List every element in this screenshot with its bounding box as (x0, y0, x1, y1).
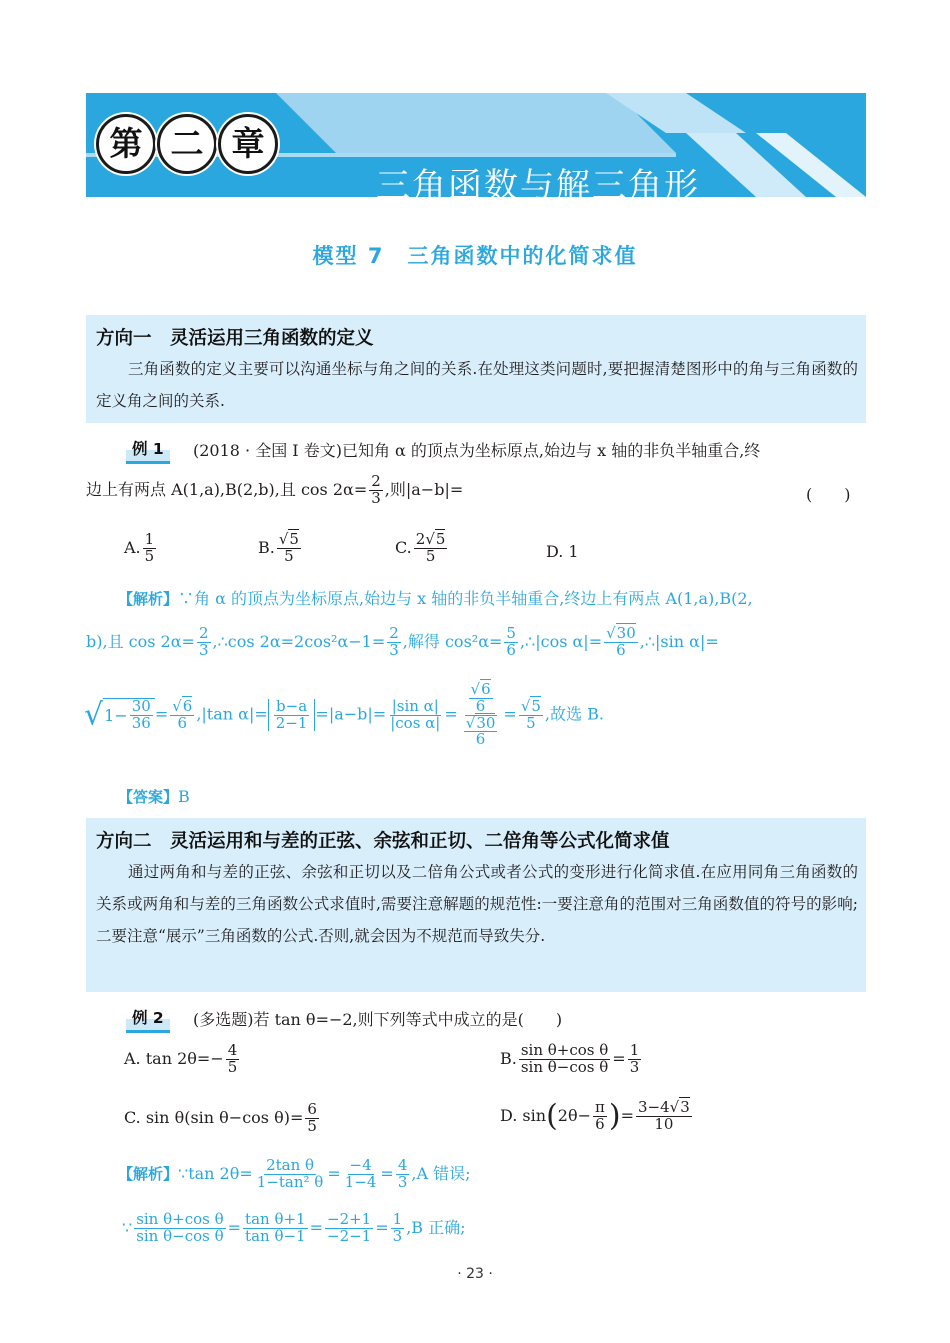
option-b-label: B. (258, 537, 275, 557)
fraction: $\frac{2}{3}$ (389, 624, 399, 659)
option-c (395, 532, 449, 565)
solution-1-text-2b: ,∴cos 2α=2cos²α−1= (212, 631, 386, 651)
answer-tag: 【答案】 (118, 788, 179, 806)
option-2c (124, 1102, 321, 1135)
fraction: $\frac{-2+1}{-2-1}$ (327, 1210, 372, 1245)
solution-1-line-2 (86, 626, 719, 659)
example-1-paren: ( ) (806, 485, 851, 504)
example-1-line-2b: ,则|a−b|= (384, 479, 464, 499)
fraction: $\frac{4}{5}$ (227, 1041, 238, 1076)
solution-tag: 【解析】 (118, 590, 179, 608)
option-2d: D. sin(2θ− $\frac{\pi}{6}$ )= $\frac{3-4√ 3}{10}$ (500, 1100, 694, 1133)
option-b (258, 532, 303, 565)
chapter-char-1: 第 (96, 114, 156, 174)
fraction: √ $\frac{6}{6}$ √ $\frac{30}{6}$ (460, 682, 502, 748)
fraction: √ $\frac{5}{5}$ (519, 699, 543, 732)
answer-1-value: B (178, 787, 190, 806)
option-a (124, 532, 158, 565)
fraction: $\frac{2√ 5}{5}$ (414, 532, 448, 565)
direction-1-heading: 方向一 灵活运用三角函数的定义 (96, 328, 374, 349)
fraction: $\frac{\text{|sin α|}}{\text{|cos α|}}$ (390, 696, 441, 732)
solution-2-text-2a: ∵ (122, 1217, 133, 1237)
direction-1-text: 三角函数的定义主要可以沟通坐标与角之间的关系.在处理这类问题时,要把握清楚图形中的角与三角函数的定义角之间的关系. (96, 360, 858, 410)
fraction: $\frac{4}{3}$ (397, 1156, 408, 1191)
fraction: $\frac{2}{3}$ (371, 472, 381, 507)
example-1-line-2a: 边上有两点 A(1,a),B(2,b),且 cos 2α= (86, 479, 368, 499)
solution-1-text-3b: =|a−b|= (315, 704, 387, 724)
option-2d-text: D. sin (500, 1105, 547, 1125)
solution-2-text-1b: ,A 错误; (411, 1163, 471, 1183)
option-d: D. 1 (546, 542, 579, 561)
option-2b: B. $\frac{\text{sin θ+cos θ}}{\text{sin θ−cos θ}}$ = $\frac{1}{3}$ (500, 1041, 640, 1076)
solution-2-tag: 【解析】 (118, 1164, 179, 1183)
option-2a-text: A. tan 2θ=− (124, 1048, 224, 1068)
solution-2-line-1: 【解析】∵tan 2θ= $\frac{\text{2tan θ}}{\text{1−tan² θ}}$ = $\frac{-4}{1-4}$ = $\frac{4}{3}$ ,A 错误; (118, 1156, 471, 1191)
answer-1 (118, 786, 190, 807)
fraction: $\frac{3-4√ 3}{10}$ (636, 1100, 692, 1133)
solution-1-line-1 (118, 586, 753, 609)
fraction: $\frac{1}{3}$ (392, 1210, 403, 1245)
solution-2-text-2b: ,B 正确; (406, 1217, 466, 1237)
fraction: √ $\frac{30}{6}$ (604, 626, 638, 659)
example-1-tag: 例 1 (126, 437, 170, 464)
example-1-line-2 (86, 474, 463, 507)
fraction: $\frac{1}{3}$ (629, 1041, 640, 1076)
solution-1-text-3c: ,故选 B. (544, 704, 604, 724)
page-number: · 23 · (457, 1266, 493, 1282)
solution-1-text-3a: ,|tan α|= (196, 704, 268, 724)
solution-1-text-1: ∵角 α 的顶点为坐标原点,始边与 x 轴的非负半轴重合,终边上有两点 A(1,a),B(2, (178, 589, 753, 608)
option-2b-text: B. (500, 1048, 517, 1068)
direction-2-heading: 方向二 灵活运用和与差的正弦、余弦和正切、二倍角等公式化简求值 (96, 831, 670, 852)
model-title: 模型 7 三角函数中的化简求值 (312, 244, 638, 268)
option-c-label: C. (395, 537, 412, 557)
solution-1-text-2e: ,∴|sin α|= (639, 631, 719, 651)
fraction: $\frac{5}{6}$ (506, 624, 516, 659)
example-2-question: (多选题)若 tan θ=−2,则下列等式中成立的是( ) (193, 1010, 563, 1029)
fraction: √ $\frac{5}{5}$ (277, 532, 301, 565)
fraction: $\frac{\text{tan θ+1}}{\text{tan θ−1}}$ (245, 1210, 306, 1245)
solution-1-line-3: √1− $\frac{30}{36}$ = √ $\frac{6}{6}$ ,|tan α|= $\frac{b-a}{2-1}$ =|a−b|= $\frac{\text{|sin α|}}{\text{|cos α|}}$ = √ $\frac{6}{6}$ √ $\frac{30}{6}$ = √ $\frac{5}{5}$ ,故选 B. (84, 682, 604, 748)
chapter-char-2: 二 (157, 114, 217, 174)
option-a-label: A. (124, 537, 141, 557)
chapter-title: 三角函数与解三角形 (376, 166, 700, 206)
fraction: √ $\frac{6}{6}$ (170, 699, 194, 732)
chapter-char-3: 章 (218, 114, 278, 174)
fraction: $\frac{\pi}{6}$ (595, 1098, 605, 1133)
fraction: $\frac{-4}{1-4}$ (344, 1156, 377, 1191)
solution-1-text-2c: ,解得 cos²α= (402, 631, 503, 651)
option-2c-text: C. sin θ(sin θ−cos θ)= (124, 1107, 304, 1127)
fraction: $\frac{1}{5}$ (144, 530, 155, 565)
fraction: $\frac{\text{sin θ+cos θ}}{\text{sin θ−cos θ}}$ (520, 1041, 609, 1076)
solution-2-text-1a: ∵tan 2θ= (178, 1163, 253, 1183)
example-1-line-1: (2018 · 全国 Ⅰ 卷文)已知角 α 的顶点为坐标原点,始边与 x 轴的非负半轴重合,终 (193, 441, 761, 460)
example-2-tag: 例 2 (126, 1006, 170, 1033)
solution-2-line-2: ∵ $\frac{\text{sin θ+cos θ}}{\text{sin θ−cos θ}}$ = $\frac{\text{tan θ+1}}{\text{tan θ−1}}$ = $\frac{-2+1}{-2-1}$ = $\frac{1}{3}$ ,B 正确; (122, 1210, 466, 1245)
option-2a (124, 1043, 241, 1076)
fraction: $\frac{\text{2tan θ}}{\text{1−tan² θ}}$ (256, 1156, 324, 1191)
fraction: $\frac{2}{3}$ (198, 624, 209, 659)
solution-1-text-2d: ,∴|cos α|= (519, 631, 603, 651)
solution-1-text-2a: b),且 cos 2α= (86, 631, 195, 651)
fraction: $\frac{6}{5}$ (307, 1100, 317, 1135)
fraction: $\frac{\text{sin θ+cos θ}}{\text{sin θ−cos θ}}$ (136, 1210, 224, 1245)
direction-2-text: 通过两角和与差的正弦、余弦和正切以及二倍角公式或者公式的变形进行化简求值.在应用同角三角函数的关系或两角和与差的三角函数公式求值时,需要注意解题的规范性:一要注意角的范围对三角函数值的符号的影响;二要注意“展示”三角函数的公式.否则,就会因为不规范而导致失分. (96, 863, 858, 945)
